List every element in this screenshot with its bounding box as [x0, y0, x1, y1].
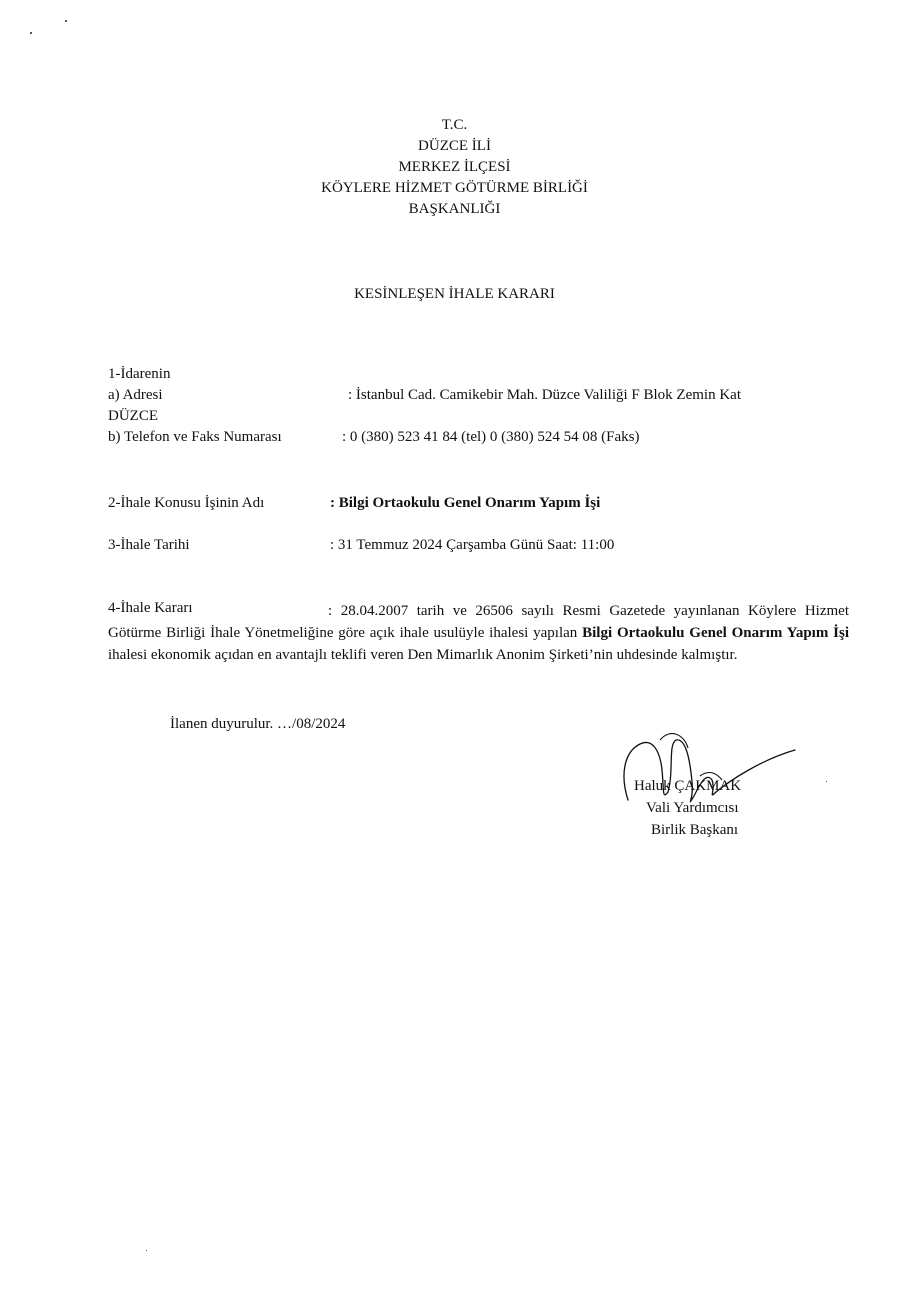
decision-text-start: : 28.04.2007 tarih ve 26506 sayılı Resmi Gazetede yayınlanan Köylere Hizmet Götürme Birliği İhale Yönetmeliğine göre açık ihale usulüyle ihalesi yapılan — [108, 603, 849, 641]
signatory-title: Vali Yardımcısı — [646, 800, 739, 816]
address-label: a) Adresi — [108, 387, 163, 403]
scan-speck — [30, 32, 32, 34]
scan-speck — [826, 781, 827, 782]
section1-heading: 1-İdarenin — [108, 366, 171, 382]
tender-decision-paragraph — [108, 600, 849, 666]
address-continuation: DÜZCE — [108, 408, 158, 424]
signatory-name: Haluk ÇAKMAK — [634, 778, 742, 794]
tender-subject-value: : Bilgi Ortaokulu Genel Onarım Yapım İşi — [330, 495, 601, 511]
announcement: İlanen duyurulur. …/08/2024 — [170, 716, 346, 732]
tender-date-value: : 31 Temmuz 2024 Çarşamba Günü Saat: 11:00 — [330, 537, 615, 553]
scan-speck — [146, 1250, 147, 1251]
header-line-tc: T.C. — [441, 117, 468, 133]
decision-text-bold: Bilgi Ortaokulu Genel Onarım Yapım İşi — [582, 625, 849, 641]
tender-subject-label: 2-İhale Konusu İşinin Adı — [108, 495, 265, 511]
document-title: KESİNLEŞEN İHALE KARARI — [354, 286, 555, 302]
scan-speck — [65, 20, 67, 22]
header-line-presidency: BAŞKANLIĞI — [408, 201, 501, 217]
header-line-union: KÖYLERE HİZMET GÖTÜRME BİRLİĞİ — [321, 180, 588, 196]
address-value: : İstanbul Cad. Camikebir Mah. Düzce Valiliği F Blok Zemin Kat — [348, 387, 741, 403]
phone-label: b) Telefon ve Faks Numarası — [108, 429, 282, 445]
signatory-role: Birlik Başkanı — [651, 822, 739, 838]
tender-date-label: 3-İhale Tarihi — [108, 537, 190, 553]
header-line-province: DÜZCE İLİ — [418, 138, 491, 154]
header-line-district: MERKEZ İLÇESİ — [398, 159, 511, 175]
tender-decision-label: 4-İhale Kararı — [108, 600, 193, 616]
decision-text-end: ihalesi ekonomik açıdan en avantajlı teklifi veren Den Mimarlık Anonim Şirketi’nin uhdesinde kalmıştır. — [108, 647, 738, 663]
phone-value: : 0 (380) 523 41 84 (tel) 0 (380) 524 54 08 (Faks) — [342, 429, 640, 445]
